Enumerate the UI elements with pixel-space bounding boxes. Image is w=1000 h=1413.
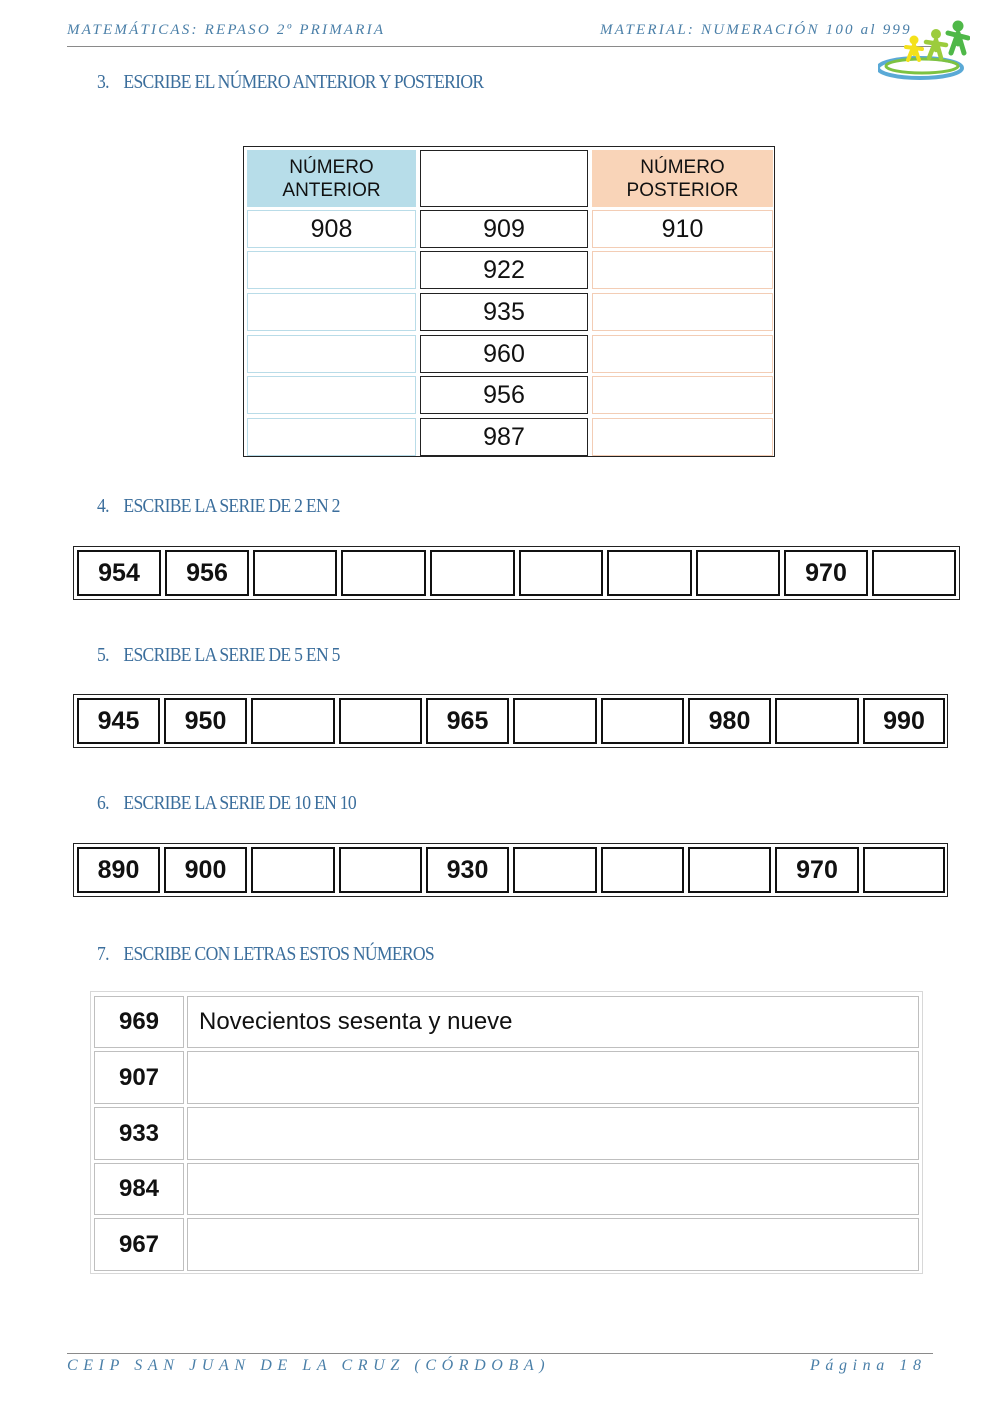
series-cell: 954 [77,550,161,596]
series-cell: 890 [77,847,160,893]
prev-cell[interactable] [247,335,416,373]
prev-next-table [243,146,775,457]
section4-title-text: ESCRIBE LA SERIE DE 2 EN 2 [123,495,340,517]
header-left: MATEMÁTICAS: REPASO 2º PRIMARIA [67,22,386,38]
number-cell: 967 [94,1218,184,1271]
series-10-row [73,843,948,897]
number-cell: 969 [94,996,184,1048]
series-cell: 945 [77,698,160,744]
given-number-cell: 956 [420,376,588,414]
given-number-cell: 909 [420,210,588,248]
header-prev: NÚMERO ANTERIOR [247,150,416,207]
section4-title [97,495,340,518]
words-table [90,991,923,1274]
section7-number: 7. [97,943,109,965]
series-cell[interactable] [688,847,771,893]
section6-title [97,792,356,815]
series-2-row [73,546,960,600]
header-mid [420,150,588,207]
series-cell[interactable] [430,550,515,596]
series-cell: 980 [688,698,771,744]
number-cell: 907 [94,1051,184,1104]
section3-number: 3. [97,71,109,93]
next-cell[interactable] [592,376,773,414]
number-cell: 984 [94,1163,184,1215]
series-cell: 900 [164,847,247,893]
footer-rule [67,1353,933,1354]
given-number-cell: 987 [420,418,588,456]
prev-cell[interactable]: 908 [247,210,416,248]
section7-title [97,943,434,966]
series-cell: 965 [426,698,509,744]
section6-number: 6. [97,792,109,814]
series-cell[interactable] [513,698,597,744]
series-cell[interactable] [863,847,945,893]
words-cell[interactable] [187,1218,919,1271]
series-cell[interactable] [775,698,859,744]
next-cell[interactable] [592,418,773,456]
words-cell[interactable]: Novecientos sesenta y nueve [187,996,919,1048]
section4-number: 4. [97,495,109,517]
section5-title-text: ESCRIBE LA SERIE DE 5 EN 5 [123,644,340,666]
given-number-cell: 960 [420,335,588,373]
next-cell[interactable] [592,251,773,289]
series-cell[interactable] [696,550,780,596]
prev-cell[interactable] [247,251,416,289]
next-cell[interactable] [592,335,773,373]
series-cell: 990 [863,698,945,744]
section7-title-text: ESCRIBE CON LETRAS ESTOS NÚMEROS [123,943,435,965]
words-cell[interactable] [187,1107,919,1160]
series-cell[interactable] [341,550,426,596]
series-cell[interactable] [251,847,335,893]
series-cell[interactable] [339,847,422,893]
series-5-row [73,694,948,748]
prev-cell[interactable] [247,376,416,414]
prev-cell[interactable] [247,418,416,456]
series-cell: 930 [426,847,509,893]
section5-number: 5. [97,644,109,666]
series-cell[interactable] [251,698,335,744]
series-cell[interactable] [601,847,684,893]
children-logo-icon [878,16,970,86]
series-cell[interactable] [607,550,692,596]
series-cell[interactable] [339,698,422,744]
header-right: MATERIAL: NUMERACIÓN 100 al 999 [600,22,912,38]
next-cell[interactable] [592,293,773,331]
series-cell: 950 [164,698,247,744]
series-cell[interactable] [519,550,603,596]
header-rule [67,46,933,47]
section5-title [97,644,340,667]
series-cell[interactable] [253,550,337,596]
header-next: NÚMERO POSTERIOR [592,150,773,207]
footer-right: Página 18 [810,1357,927,1374]
series-cell[interactable] [513,847,597,893]
series-cell: 956 [165,550,249,596]
prev-cell[interactable] [247,293,416,331]
words-cell[interactable] [187,1051,919,1104]
given-number-cell: 935 [420,293,588,331]
footer-left: CEIP SAN JUAN DE LA CRUZ (CÓRDOBA) [67,1357,551,1374]
number-cell: 933 [94,1107,184,1160]
series-cell: 970 [784,550,868,596]
section3-title [97,71,483,94]
series-cell: 970 [775,847,859,893]
words-cell[interactable] [187,1163,919,1215]
next-cell[interactable]: 910 [592,210,773,248]
series-cell[interactable] [872,550,956,596]
series-cell[interactable] [601,698,684,744]
section6-title-text: ESCRIBE LA SERIE DE 10 EN 10 [123,792,356,814]
section3-title-text: ESCRIBE EL NÚMERO ANTERIOR Y POSTERIOR [123,71,484,93]
given-number-cell: 922 [420,251,588,289]
